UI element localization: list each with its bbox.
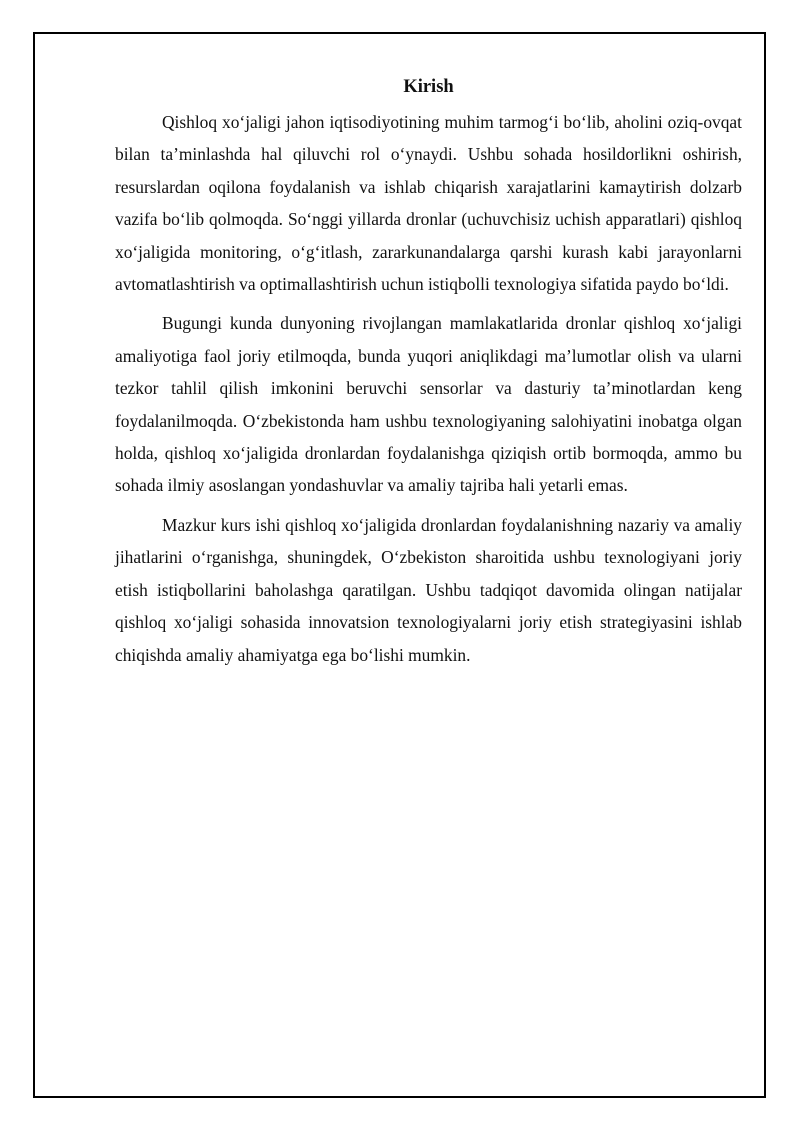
paragraph-2: Bugungi kunda dunyoning rivojlangan mamlakatlarida dronlar qishloq xo‘jaligi amaliyotiga faol joriy etilmoqda, bunda yuqori aniqlikdagi ma’lumotlar olish va ularni tezkor tahlil qilish imkonini beruvchi sensorlar va dasturiy ta’minotlardan keng foydalanilmoqda. O‘zbekistonda ham ushbu texnologiyaning salohiyatini inobatga olgan holda, qishloq xo‘jaligida dronlardan foydalanishga qiziqish ortib bormoqda, ammo bu sohada ilmiy asoslangan yondashuvlar va amaliy tajriba hali yetarli emas. bbox=[115, 313, 742, 496]
paragraph-3: Mazkur kurs ishi qishloq xo‘jaligida dronlardan foydalanishning nazariy va amaliy jihatlarini o‘rganishga, shuningdek, O‘zbekiston sharoitida ushbu texnologiyani joriy etish istiqbollarini baholashga qaratilgan. Ushbu tadqiqot davomida olingan natijalar qishloq xo‘jaligi sohasida innovatsion texnologiyalarni joriy etish strategiyasini ishlab chiqishda amaliy ahamiyatga ega bo‘lishi mumkin. bbox=[115, 514, 742, 665]
document-body bbox=[115, 72, 742, 678]
section-title: Kirish bbox=[403, 77, 454, 97]
paragraph-1: Qishloq xo‘jaligi jahon iqtisodiyotining muhim tarmog‘i bo‘lib, aholini oziq-ovqat bilan ta’minlashda hal qiluvchi rol o‘ynaydi. Ushbu sohada hosildorlikni oshirish, resurslardan oqilona foydalanish va ishlab chiqarish xarajatlarini kamaytirish dolzarb vazifa bo‘lib qolmoqda. So‘nggi yillarda dronlar (uchuvchisiz uchish apparatlari) qishloq xo‘jaligida monitoring, o‘g‘itlash, zararkunandalarga qarshi kurash kabi jarayonlarni avtomatlashtirish va optimallashtirish uchun istiqbolli texnologiya sifatida paydo bo‘ldi. bbox=[115, 112, 742, 295]
